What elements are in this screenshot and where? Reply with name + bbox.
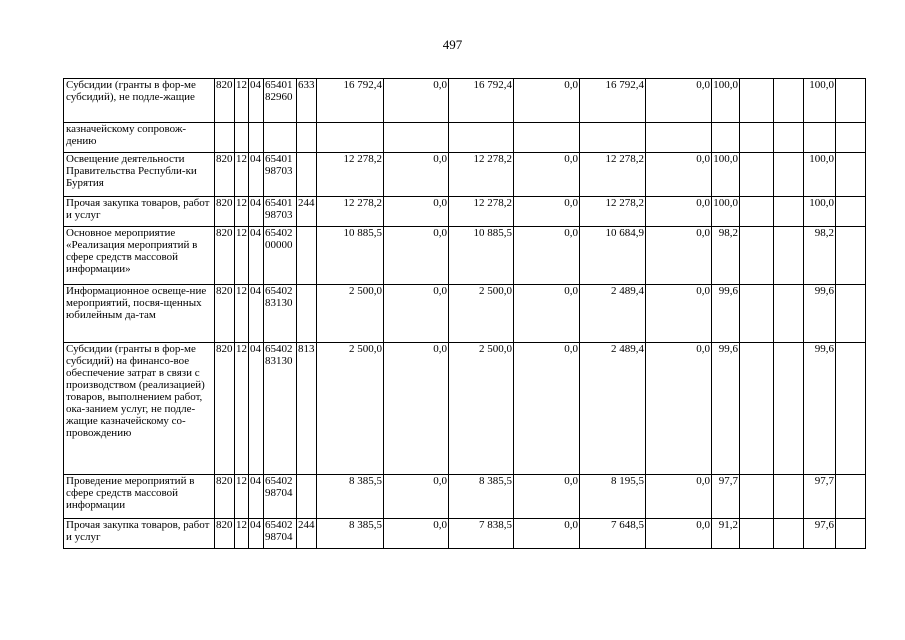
cell-csr: 65402 00000: [264, 227, 297, 285]
cell-v2: 0,0: [384, 285, 449, 343]
cell-rz: 12: [235, 227, 249, 285]
cell-rz: 12: [235, 197, 249, 227]
cell-pr: [249, 123, 264, 153]
cell-name: Прочая закупка товаров, работ и услуг: [64, 197, 215, 227]
cell-csr: 65402 98704: [264, 475, 297, 519]
cell-p1: 99,6: [712, 343, 740, 475]
cell-empty: [836, 519, 866, 549]
cell-pr: 04: [249, 519, 264, 549]
table-row: [64, 123, 866, 153]
cell-v2: 0,0: [384, 475, 449, 519]
cell-empty: [774, 123, 804, 153]
table-row: [64, 197, 866, 227]
cell-name: Субсидии (гранты в фор-ме субсидий) на финансо-вое обеспечение затрат в связи с производством (реализацией) товаров, выполнением работ, ока-занием услуг, не подле-жащие казначейскому со-провождению: [64, 343, 215, 475]
cell-v6: 0,0: [646, 475, 712, 519]
cell-ved: 820: [215, 79, 235, 123]
table-row: [64, 153, 866, 197]
table-row: [64, 285, 866, 343]
cell-v1: 10 885,5: [317, 227, 384, 285]
cell-empty: [836, 343, 866, 475]
cell-v5: 16 792,4: [580, 79, 646, 123]
cell-p2: 99,6: [804, 343, 836, 475]
cell-p2: 100,0: [804, 79, 836, 123]
table-row: [64, 343, 866, 475]
table-row: [64, 475, 866, 519]
cell-ved: 820: [215, 343, 235, 475]
cell-empty: [740, 343, 774, 475]
cell-vr: [297, 285, 317, 343]
cell-v2: 0,0: [384, 227, 449, 285]
cell-v3: 16 792,4: [449, 79, 514, 123]
cell-v5: 7 648,5: [580, 519, 646, 549]
cell-ved: 820: [215, 285, 235, 343]
cell-v4: 0,0: [514, 343, 580, 475]
cell-p2: [804, 123, 836, 153]
cell-empty: [836, 227, 866, 285]
cell-empty: [774, 519, 804, 549]
cell-v1: 8 385,5: [317, 519, 384, 549]
cell-vr: 633: [297, 79, 317, 123]
cell-csr: 65401 98703: [264, 153, 297, 197]
cell-v6: 0,0: [646, 79, 712, 123]
cell-v3: 8 385,5: [449, 475, 514, 519]
cell-p2: 97,6: [804, 519, 836, 549]
cell-p2: 98,2: [804, 227, 836, 285]
cell-v3: 2 500,0: [449, 285, 514, 343]
cell-rz: 12: [235, 519, 249, 549]
cell-v2: 0,0: [384, 79, 449, 123]
cell-v1: 2 500,0: [317, 343, 384, 475]
cell-ved: 820: [215, 519, 235, 549]
cell-empty: [836, 123, 866, 153]
cell-ved: [215, 123, 235, 153]
cell-csr: [264, 123, 297, 153]
cell-p1: 100,0: [712, 197, 740, 227]
cell-v6: 0,0: [646, 519, 712, 549]
cell-vr: 813: [297, 343, 317, 475]
cell-v1: 16 792,4: [317, 79, 384, 123]
cell-empty: [836, 79, 866, 123]
cell-v3: 7 838,5: [449, 519, 514, 549]
cell-v6: 0,0: [646, 343, 712, 475]
cell-vr: [297, 123, 317, 153]
cell-ved: 820: [215, 197, 235, 227]
cell-empty: [774, 79, 804, 123]
cell-v1: 2 500,0: [317, 285, 384, 343]
cell-v4: 0,0: [514, 519, 580, 549]
cell-v5: 10 684,9: [580, 227, 646, 285]
cell-rz: 12: [235, 79, 249, 123]
cell-v5: 8 195,5: [580, 475, 646, 519]
cell-name: Освещение деятельности Правительства Республи-ки Бурятия: [64, 153, 215, 197]
cell-v1: 12 278,2: [317, 153, 384, 197]
cell-v2: 0,0: [384, 343, 449, 475]
cell-name: Проведение мероприятий в сфере средств массовой информации: [64, 475, 215, 519]
cell-pr: 04: [249, 227, 264, 285]
table-row: [64, 79, 866, 123]
cell-vr: 244: [297, 197, 317, 227]
cell-csr: 65402 83130: [264, 285, 297, 343]
cell-empty: [740, 285, 774, 343]
cell-pr: 04: [249, 153, 264, 197]
cell-csr: 65401 82960: [264, 79, 297, 123]
table-row: [64, 519, 866, 549]
cell-empty: [774, 197, 804, 227]
cell-pr: 04: [249, 79, 264, 123]
cell-ved: 820: [215, 475, 235, 519]
cell-v5: 2 489,4: [580, 285, 646, 343]
cell-csr: 65402 83130: [264, 343, 297, 475]
cell-p2: 100,0: [804, 153, 836, 197]
cell-empty: [740, 79, 774, 123]
cell-empty: [836, 475, 866, 519]
cell-vr: [297, 475, 317, 519]
cell-v4: 0,0: [514, 153, 580, 197]
cell-rz: 12: [235, 343, 249, 475]
cell-name: казначейскому сопровож-дению: [64, 123, 215, 153]
cell-p2: 100,0: [804, 197, 836, 227]
cell-v5: 12 278,2: [580, 153, 646, 197]
cell-v6: [646, 123, 712, 153]
cell-v2: [384, 123, 449, 153]
cell-p1: 100,0: [712, 153, 740, 197]
cell-name: Информационное освеще-ние мероприятий, посвя-щенных юбилейным да-там: [64, 285, 215, 343]
budget-table: [63, 78, 866, 549]
cell-pr: 04: [249, 475, 264, 519]
cell-rz: [235, 123, 249, 153]
cell-v6: 0,0: [646, 285, 712, 343]
cell-empty: [836, 285, 866, 343]
cell-empty: [740, 227, 774, 285]
cell-p1: 98,2: [712, 227, 740, 285]
cell-v1: [317, 123, 384, 153]
cell-v4: 0,0: [514, 197, 580, 227]
cell-rz: 12: [235, 153, 249, 197]
cell-p1: 91,2: [712, 519, 740, 549]
cell-v3: 2 500,0: [449, 343, 514, 475]
cell-v3: 12 278,2: [449, 153, 514, 197]
cell-csr: 65402 98704: [264, 519, 297, 549]
cell-pr: 04: [249, 197, 264, 227]
cell-v4: 0,0: [514, 79, 580, 123]
cell-name: Субсидии (гранты в фор-ме субсидий), не подле-жащие: [64, 79, 215, 123]
cell-empty: [740, 197, 774, 227]
cell-rz: 12: [235, 285, 249, 343]
cell-vr: 244: [297, 519, 317, 549]
table-row: [64, 227, 866, 285]
cell-vr: [297, 227, 317, 285]
cell-v2: 0,0: [384, 197, 449, 227]
cell-empty: [740, 153, 774, 197]
cell-v1: 8 385,5: [317, 475, 384, 519]
cell-v3: [449, 123, 514, 153]
cell-v4: 0,0: [514, 227, 580, 285]
cell-v3: 12 278,2: [449, 197, 514, 227]
cell-empty: [774, 343, 804, 475]
cell-pr: 04: [249, 285, 264, 343]
page-number: 497: [442, 37, 463, 52]
cell-v3: 10 885,5: [449, 227, 514, 285]
cell-v1: 12 278,2: [317, 197, 384, 227]
cell-name: Прочая закупка товаров, работ и услуг: [64, 519, 215, 549]
cell-pr: 04: [249, 343, 264, 475]
cell-p2: 99,6: [804, 285, 836, 343]
cell-p1: 99,6: [712, 285, 740, 343]
cell-csr: 65401 98703: [264, 197, 297, 227]
cell-v5: 12 278,2: [580, 197, 646, 227]
cell-p2: 97,7: [804, 475, 836, 519]
cell-empty: [740, 475, 774, 519]
cell-empty: [774, 475, 804, 519]
cell-v4: [514, 123, 580, 153]
cell-ved: 820: [215, 153, 235, 197]
cell-v6: 0,0: [646, 153, 712, 197]
cell-name: Основное мероприятие «Реализация мероприятий в сфере средств массовой информации»: [64, 227, 215, 285]
cell-v5: 2 489,4: [580, 343, 646, 475]
cell-empty: [836, 197, 866, 227]
cell-v2: 0,0: [384, 153, 449, 197]
cell-empty: [740, 519, 774, 549]
cell-v4: 0,0: [514, 285, 580, 343]
cell-empty: [774, 285, 804, 343]
cell-v6: 0,0: [646, 197, 712, 227]
cell-v6: 0,0: [646, 227, 712, 285]
cell-rz: 12: [235, 475, 249, 519]
cell-empty: [836, 153, 866, 197]
cell-v4: 0,0: [514, 475, 580, 519]
cell-vr: [297, 153, 317, 197]
cell-v5: [580, 123, 646, 153]
cell-empty: [740, 123, 774, 153]
cell-v2: 0,0: [384, 519, 449, 549]
cell-empty: [774, 153, 804, 197]
cell-p1: 100,0: [712, 79, 740, 123]
cell-p1: [712, 123, 740, 153]
cell-ved: 820: [215, 227, 235, 285]
cell-p1: 97,7: [712, 475, 740, 519]
cell-empty: [774, 227, 804, 285]
